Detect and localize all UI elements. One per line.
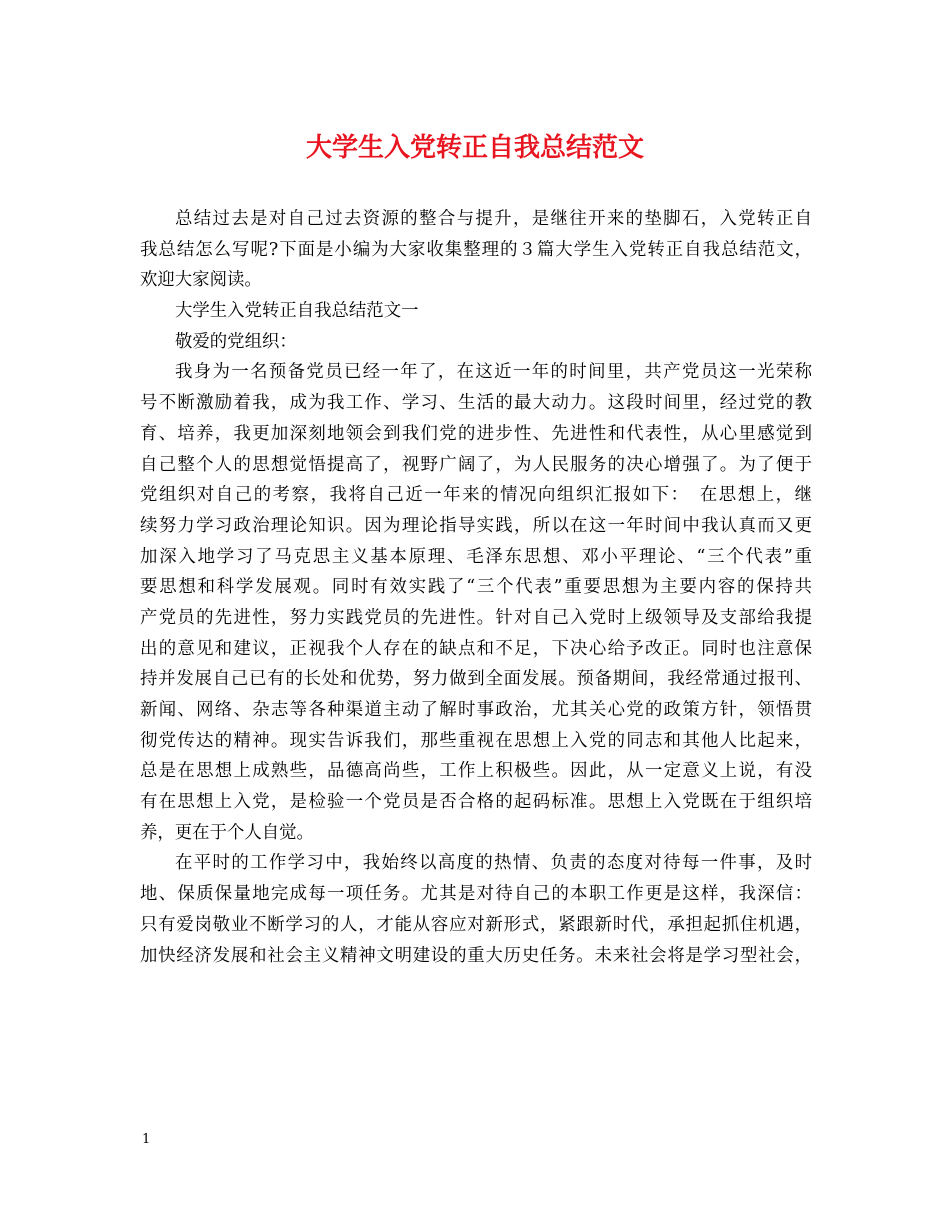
paragraph-line: 地、保质保量地完成每一项任务。尤其是对待自己的本职工作更是这样，我深信：	[140, 884, 812, 905]
paragraph-line: 我身为一名预备党员已经一年了，在这近一年的时间里，共产党员这一光荣称	[175, 362, 812, 383]
paragraph-line: 党组织对自己的考察，我将自己近一年来的情况向组织汇报如下： 在思想上，继	[140, 485, 812, 506]
page-number: 1	[142, 1132, 151, 1147]
document-body	[140, 204, 812, 971]
paragraph-line: 加快经济发展和社会主义精神文明建设的重大历史任务。未来社会将是学习型社会，	[140, 945, 812, 966]
paragraph-line: 育、培养，我更加深刻地领会到我们党的进步性、先进性和代表性，从心里感觉到	[140, 423, 812, 444]
section-heading: 大学生入党转正自我总结范文一	[175, 301, 419, 322]
document-title: 大学生入党转正自我总结范文	[305, 133, 644, 163]
paragraph-line: 总结过去是对自己过去资源的整合与提升，是继往开来的垫脚石，入党转正自	[175, 209, 812, 229]
paragraph-line: 持并发展自己已有的长处和优势，努力做到全面发展。预备期间，我经常通过报刊、	[140, 669, 812, 690]
paragraph-line: 在平时的工作学习中，我始终以高度的热情、负责的态度对待每一件事，及时	[175, 853, 812, 874]
paragraph-line: 有在思想上入党，是检验一个党员是否合格的起码标准。思想上入党既在于组织培	[140, 792, 812, 813]
paragraph-line: 养，更在于个人自觉。	[140, 822, 314, 843]
paragraph-line: 自己整个人的思想觉悟提高了，视野广阔了，为人民服务的决心增强了。为了便于	[140, 454, 812, 475]
paragraph-line: 只有爱岗敬业不断学习的人，才能从容应对新形式，紧跟新时代，承担起抓住机遇，	[140, 914, 812, 935]
paragraph-line: 要思想和科学发展观。同时有效实践了“三个代表”重要思想为主要内容的保持共	[140, 577, 812, 598]
paragraph-line: 出的意见和建议，正视我个人存在的缺点和不足，下决心给予改正。同时也注意保	[140, 638, 812, 659]
paragraph-line: 号不断激励着我，成为我工作、学习、生活的最大动力。这段时间里，经过党的教	[140, 393, 812, 414]
paragraph-line: 欢迎大家阅读。	[140, 270, 262, 291]
paragraph-line: 彻党传达的精神。现实告诉我们，那些重视在思想上入党的同志和其他人比起来，	[140, 730, 812, 751]
paragraph-line: 产党员的先进性，努力实践党员的先进性。针对自己入党时上级领导及支部给我提	[140, 607, 812, 628]
paragraph-line: 我总结怎么写呢?下面是小编为大家收集整理的３篇大学生入党转正自我总结范文，	[140, 239, 812, 260]
paragraph-line: 新闻、网络、杂志等各种渠道主动了解时事政治，尤其关心党的政策方针，领悟贯	[140, 700, 812, 720]
paragraph-line: 续努力学习政治理论知识。因为理论指导实践，所以在这一年时间中我认真而又更	[140, 515, 812, 536]
paragraph-line: 总是在思想上成熟些，品德高尚些，工作上积极些。因此，从一定意义上说，有没	[140, 761, 812, 782]
paragraph-line: 加深入地学习了马克思主义基本原理、毛泽东思想、邓小平理论、“三个代表”重	[140, 546, 812, 567]
salutation: 敬爱的党组织：	[175, 331, 297, 352]
